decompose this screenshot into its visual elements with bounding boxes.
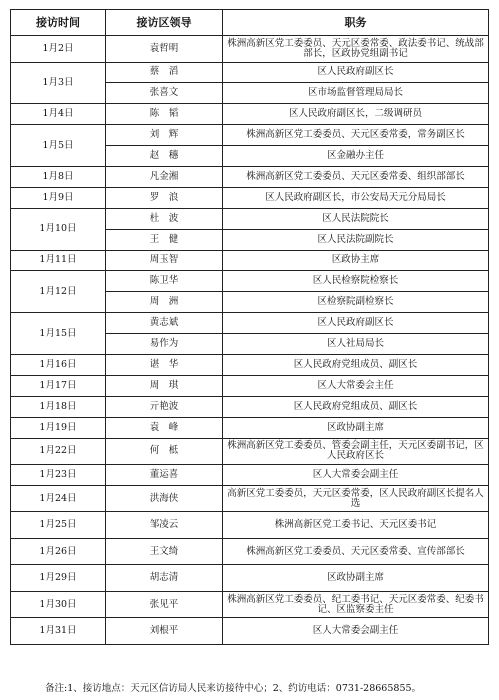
leader-cell: 王文绮	[106, 538, 223, 565]
position-cell: 区人民政府党组成员、副区长	[223, 396, 489, 417]
footer-note: 备注:1、接访地点：天元区信访局人民来访接待中心；2、约访电话：0731-28665855。	[45, 683, 422, 694]
table-row	[11, 591, 489, 618]
leader-cell: 罗 浪	[106, 187, 223, 208]
date-cell: 1月5日	[11, 125, 106, 167]
header-date: 接访时间	[11, 10, 106, 36]
leader-cell: 王 健	[106, 229, 223, 250]
date-cell: 1月30日	[11, 591, 106, 618]
date-cell: 1月12日	[11, 271, 106, 313]
position-cell: 株洲高新区党工委委员、管委会副主任，天元区委副书记，区人民政府区长	[223, 438, 489, 465]
position-cell: 区人民法院院长	[223, 208, 489, 229]
header-position: 职务	[223, 10, 489, 36]
leader-cell: 袁 峰	[106, 417, 223, 438]
leader-cell: 胡志清	[106, 565, 223, 592]
table-row	[11, 565, 489, 592]
date-cell: 1月4日	[11, 104, 106, 125]
position-cell: 区人民政府副区长	[223, 62, 489, 83]
table-row	[11, 485, 489, 512]
leader-cell: 谌 华	[106, 354, 223, 375]
position-cell: 区人民政府副区长，二级调研员	[223, 104, 489, 125]
position-cell: 株洲高新区党工委委员、天元区委常委、组织部部长	[223, 166, 489, 187]
table-row	[11, 208, 489, 229]
position-cell: 区人大常委会主任	[223, 375, 489, 396]
position-cell: 高新区党工委委员，天元区委常委，区人民政府副区长提名人选	[223, 485, 489, 512]
position-cell: 区人民法院副院长	[223, 229, 489, 250]
table-row	[11, 104, 489, 125]
table-row	[11, 438, 489, 465]
leader-cell: 赵 穗	[106, 146, 223, 167]
leader-cell: 凡金湘	[106, 166, 223, 187]
date-cell: 1月25日	[11, 512, 106, 539]
leader-cell: 陈卫华	[106, 271, 223, 292]
table-row	[11, 62, 489, 83]
position-cell: 区金融办主任	[223, 146, 489, 167]
date-cell: 1月19日	[11, 417, 106, 438]
schedule-body	[11, 36, 489, 645]
leader-cell: 张喜文	[106, 83, 223, 104]
table-row	[11, 166, 489, 187]
table-row	[11, 125, 489, 146]
position-cell: 区政协主席	[223, 250, 489, 271]
date-cell: 1月17日	[11, 375, 106, 396]
position-cell: 株洲高新区党工委书记、天元区委书记	[223, 512, 489, 539]
table-row	[11, 396, 489, 417]
date-cell: 1月3日	[11, 62, 106, 104]
date-cell: 1月29日	[11, 565, 106, 592]
position-cell: 区人民政府副区长，市公安局天元分局局长	[223, 187, 489, 208]
date-cell: 1月18日	[11, 396, 106, 417]
leader-cell: 邹凌云	[106, 512, 223, 539]
date-cell: 1月15日	[11, 313, 106, 355]
date-cell: 1月23日	[11, 465, 106, 486]
table-row	[11, 417, 489, 438]
leader-cell: 刘 辉	[106, 125, 223, 146]
table-row	[11, 465, 489, 486]
table-row	[11, 313, 489, 334]
position-cell: 株洲高新区党工委委员、天元区委常委、政法委书记、统战部部长，区政协党组副书记	[223, 36, 489, 63]
date-cell: 1月9日	[11, 187, 106, 208]
position-cell: 区人民政府副区长	[223, 313, 489, 334]
leader-cell: 陈 韬	[106, 104, 223, 125]
date-cell: 1月16日	[11, 354, 106, 375]
date-cell: 1月31日	[11, 618, 106, 645]
position-cell: 区政协副主席	[223, 417, 489, 438]
date-cell: 1月10日	[11, 208, 106, 250]
position-cell: 株洲高新区党工委委员、天元区委常委，常务副区长	[223, 125, 489, 146]
leader-cell: 周 洲	[106, 292, 223, 313]
date-cell: 1月24日	[11, 485, 106, 512]
date-cell: 1月11日	[11, 250, 106, 271]
position-cell: 区人大常委会副主任	[223, 465, 489, 486]
position-cell: 株洲高新区党工委委员、天元区委常委、宣传部部长	[223, 538, 489, 565]
leader-cell: 董运喜	[106, 465, 223, 486]
table-row	[11, 512, 489, 539]
table-row	[11, 538, 489, 565]
position-cell: 区人大常委会副主任	[223, 618, 489, 645]
position-cell: 区检察院副检察长	[223, 292, 489, 313]
leader-cell: 蔡 滔	[106, 62, 223, 83]
table-row	[11, 354, 489, 375]
header-leader: 接访区领导	[106, 10, 223, 36]
table-row	[11, 618, 489, 645]
table-row	[11, 271, 489, 292]
date-cell: 1月22日	[11, 438, 106, 465]
table-row	[11, 375, 489, 396]
reception-schedule-table	[10, 9, 489, 645]
date-cell: 1月2日	[11, 36, 106, 63]
position-cell: 区人民政府党组成员、副区长	[223, 354, 489, 375]
leader-cell: 易作为	[106, 334, 223, 355]
position-cell: 区人社局局长	[223, 334, 489, 355]
leader-cell: 亓艳波	[106, 396, 223, 417]
table-row	[11, 187, 489, 208]
position-cell: 区人民检察院检察长	[223, 271, 489, 292]
table-row	[11, 250, 489, 271]
table-row	[11, 36, 489, 63]
leader-cell: 张见平	[106, 591, 223, 618]
position-cell: 株洲高新区党工委委员、纪工委书记、天元区委常委、纪委书记、区监察委主任	[223, 591, 489, 618]
leader-cell: 杜 波	[106, 208, 223, 229]
leader-cell: 周 琪	[106, 375, 223, 396]
leader-cell: 洪海侠	[106, 485, 223, 512]
leader-cell: 黄志斌	[106, 313, 223, 334]
position-cell: 区市场监督管理局局长	[223, 83, 489, 104]
header-row	[11, 10, 489, 36]
leader-cell: 何 柢	[106, 438, 223, 465]
date-cell: 1月26日	[11, 538, 106, 565]
position-cell: 区政协副主席	[223, 565, 489, 592]
leader-cell: 袁哲明	[106, 36, 223, 63]
leader-cell: 刘根平	[106, 618, 223, 645]
date-cell: 1月8日	[11, 166, 106, 187]
leader-cell: 周玉智	[106, 250, 223, 271]
